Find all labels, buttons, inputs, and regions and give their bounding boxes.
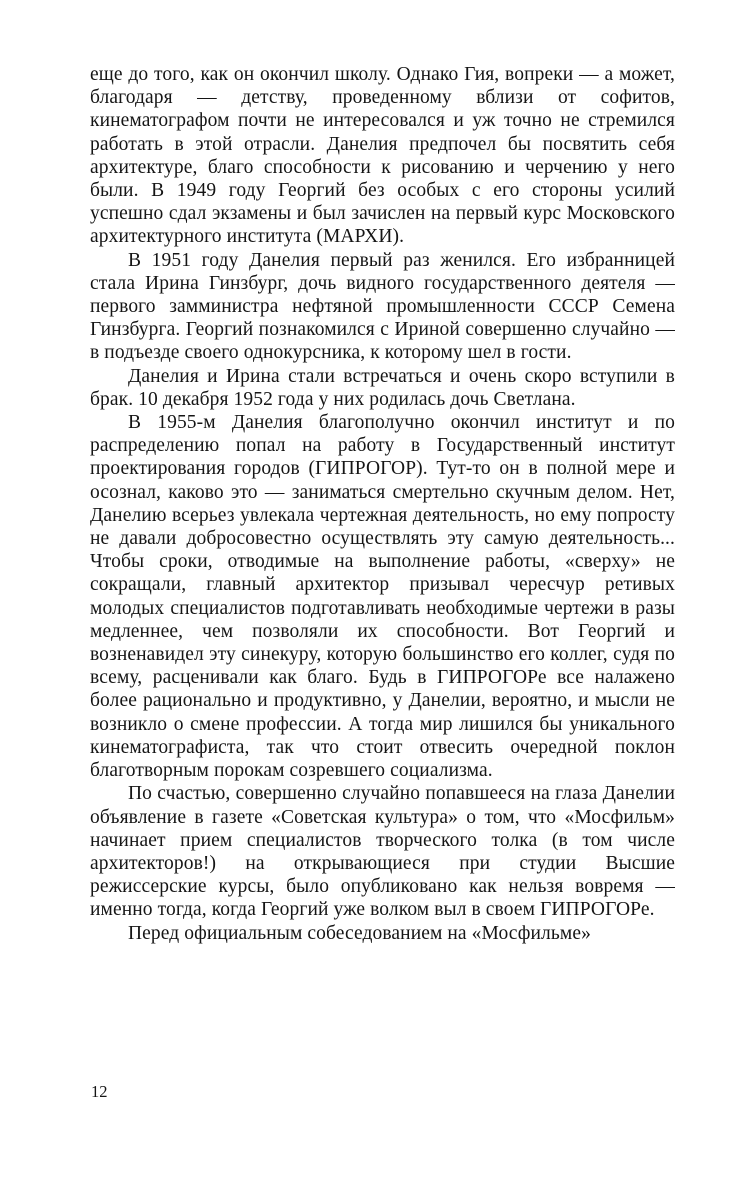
paragraph: еще до того, как он окончил школу. Однако Гия, вопреки — а может, благодаря — детству, проведенному вблизи от софитов, кинематографом почти не интересовался и уж точно не стремился работать в этой отрасли. Данелия предпочел бы посвятить себя архитектуре, благо способности к рисованию и черчению у него были. В 1949 году Георгий без особых с его стороны усилий успешно сдал экзамены и был зачислен на первый курс Московского архитектурного института (МАРХИ). [90, 64, 675, 248]
paragraph: В 1955-м Данелия благополучно окончил институт и по распределению попал на работу в Государственный институт проектирования городов (ГИПРОГОР). Тут-то он в полной мере и осознал, каково это — заниматься смертельно скучным делом. Нет, Данелию всерьез увлекала чертежная деятельность, но ему попросту не давали добросовестно осуществлять эту самую деятельность... Чтобы сроки, отводимые на выполнение работы, «сверху» не сокращали, главный архитектор призывал чересчур ретивых молодых специалистов подготавливать необходимые чертежи в разы медленнее, чем позволяли их способности. Вот Георгий и возненавидел эту синекуру, которую большинство его коллег, судя по всему, расценивали как благо. Будь в ГИПРОГОРе все налажено более рационально и продуктивно, у Данелии, вероятно, и мысли не возникло о смене профессии. А тогда мир лишился бы уникального кинематографиста, так что стоит отвесить очередной поклон благотворным порокам созревшего социализма. [90, 412, 675, 782]
paragraph: В 1951 году Данелия первый раз женился. Его избранницей стала Ирина Гинзбург, дочь видного государственного деятеля — первого замминистра нефтяной промышленности СССР Семена Гинзбурга. Георгий познакомился с Ириной совершенно случайно — в подъезде своего однокурсника, к которому шел в гости. [90, 249, 675, 364]
paragraph: Перед официальным собеседованием на «Мосфильме» [128, 922, 591, 944]
paragraph: По счастью, совершенно случайно попавшееся на глаза Данелии объявление в газете «Советская культура» о том, что «Мосфильм» начинает прием специалистов творческого толка (в том числе архитекторов!) на открывающиеся при студии Высшие режиссерские курсы, было опубликовано как нельзя вовремя — именно тогда, когда Георгий уже волком выл в своем ГИПРОГОРе. [90, 783, 675, 921]
paragraph: Данелия и Ирина стали встречаться и очень скоро вступили в брак. 10 декабря 1952 года у них родилась дочь Светлана. [90, 365, 675, 410]
text-block [90, 63, 675, 945]
page-number: 12 [91, 1082, 108, 1101]
